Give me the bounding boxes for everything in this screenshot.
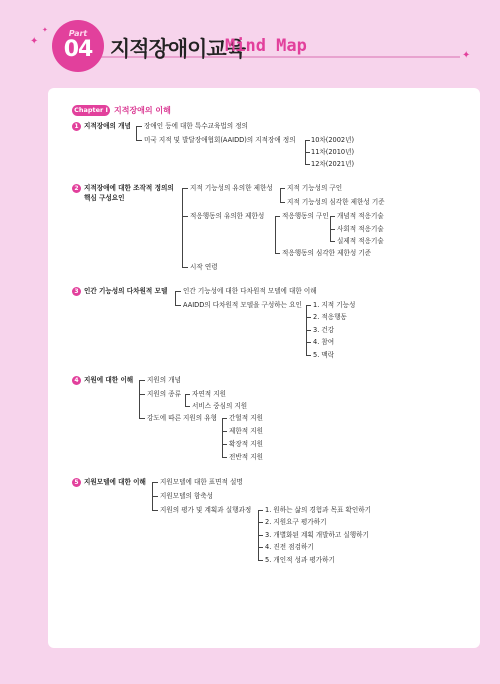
connector (175, 291, 181, 292)
mindmap-node: 지원의 종류 (147, 390, 181, 398)
connector (306, 342, 311, 343)
connector (306, 330, 311, 331)
page-subtitle: Mind Map (225, 36, 307, 56)
section-title: 지적장애의 개념 (84, 122, 131, 130)
connector (258, 535, 263, 536)
connector (136, 126, 137, 140)
connector (182, 188, 188, 189)
connector (305, 152, 310, 153)
connector (222, 444, 227, 445)
connector (139, 418, 145, 419)
connector (182, 188, 183, 267)
chapter-title: 지적장애의 이해 (114, 106, 171, 115)
page-title: 지적장애이교육 (110, 37, 246, 61)
mindmap-node: 1. 원하는 삶의 경험과 목표 확인하기 (265, 506, 371, 514)
mindmap-node: 간헐적 지원 (229, 414, 263, 422)
mindmap-node: 제한적 지원 (229, 427, 263, 435)
mindmap-node: 5. 개인적 성과 평가하기 (265, 556, 335, 564)
section-number: 1 (72, 122, 81, 131)
mindmap-node: 2. 지원요구 평가하기 (265, 518, 327, 526)
mindmap-node: 지적 기능성의 유의한 제한성 (190, 184, 273, 192)
mindmap-node: AAIDD의 다차원적 모델을 구성하는 요인 (183, 301, 302, 309)
section-number: 2 (72, 184, 81, 193)
mindmap-node: 12차(2021년) (311, 160, 355, 168)
mindmap-node: 적응행동의 심각한 제한성 기준 (282, 249, 372, 257)
mindmap-node: 인간 기능성에 대한 다차원적 모델에 대한 이해 (183, 287, 317, 295)
mindmap-node: 개념적 적응기술 (337, 212, 384, 220)
mindmap-node: 3. 개별화된 계획 개발하고 실행하기 (265, 531, 369, 539)
mindmap-node: 시작 연령 (190, 263, 218, 271)
connector (222, 418, 223, 457)
connector (139, 394, 145, 395)
connector (305, 140, 310, 141)
connector (275, 216, 276, 253)
section-title: 핵심 구성요인 (84, 194, 125, 202)
mindmap-node: 자연적 지원 (192, 390, 226, 398)
mindmap-node: 지원의 개념 (147, 376, 181, 384)
mindmap-node: 11차(2010년) (311, 148, 355, 156)
connector (185, 406, 190, 407)
section-number: 4 (72, 376, 81, 385)
connector (175, 291, 176, 305)
mindmap-node: 실제적 적응기술 (337, 237, 384, 245)
mindmap-node: 지적 기능성의 구인 (287, 184, 343, 192)
mindmap-node: 사회적 적응기술 (337, 225, 384, 233)
mindmap-node: 지원모델의 함축성 (160, 492, 214, 500)
mindmap-node: 지적 기능성의 심각한 제한성 기준 (287, 198, 385, 206)
mindmap-node: 4. 참여 (313, 338, 335, 346)
content-panel (48, 88, 480, 648)
mindmap-node: 적응행동의 구인 (282, 212, 329, 220)
part-number: 04 (63, 37, 93, 62)
connector (136, 140, 142, 141)
connector (258, 547, 263, 548)
connector (258, 510, 263, 511)
part-badge (52, 20, 104, 72)
connector (258, 560, 263, 561)
sparkle-icon: ✦ (462, 50, 471, 61)
connector (139, 380, 145, 381)
section-title: 인간 기능성의 다차원적 모델 (84, 287, 168, 295)
mindmap-node: 지원모델에 대한 표면적 설명 (160, 478, 243, 486)
mindmap-node: 전반적 지원 (229, 453, 263, 461)
mindmap-node: 미국 지적 및 발달장애협회(AAIDD)의 지적장애 정의 (144, 136, 296, 144)
connector (182, 216, 188, 217)
connector (280, 188, 285, 189)
connector (152, 496, 158, 497)
section-title: 지원에 대한 이해 (84, 376, 134, 384)
mindmap-node: 확장적 지원 (229, 440, 263, 448)
connector (275, 216, 280, 217)
connector (136, 126, 142, 127)
connector (258, 522, 263, 523)
page-header (0, 0, 500, 80)
connector (306, 355, 311, 356)
section-number: 5 (72, 478, 81, 487)
connector (182, 267, 188, 268)
connector (305, 164, 310, 165)
connector (330, 241, 335, 242)
mindmap-node: 3. 건강 (313, 326, 335, 334)
section-title: 지원모델에 대한 이해 (84, 478, 146, 486)
mindmap-node: 적응행동의 유의한 제한성 (190, 212, 265, 220)
mindmap-node: 4. 진전 점검하기 (265, 543, 314, 551)
mindmap-node: 2. 적응행동 (313, 313, 347, 321)
connector (152, 482, 158, 483)
connector (222, 457, 227, 458)
mindmap-node: 5. 맥락 (313, 351, 335, 359)
chapter-tag: Chapter I (72, 105, 110, 116)
connector (139, 380, 140, 418)
mindmap-node: 서비스 중심의 지원 (192, 402, 248, 410)
part-label: Part (68, 29, 88, 38)
sparkle-icon: ✦ (30, 36, 39, 47)
connector (185, 394, 190, 395)
section-title: 지적장애에 대한 조작적 정의의 (84, 184, 174, 192)
section-number: 3 (72, 287, 81, 296)
connector (185, 394, 186, 406)
connector (280, 202, 285, 203)
connector (306, 305, 311, 306)
mindmap-node: 강도에 따른 지원의 유형 (147, 414, 217, 422)
mindmap-node: 1. 지적 기능성 (313, 301, 356, 309)
connector (222, 418, 227, 419)
connector (152, 510, 158, 511)
connector (330, 229, 335, 230)
mindmap-node: 지원의 평가 및 계획과 실행과정 (160, 506, 252, 514)
mindmap-node: 장애인 등에 대한 특수교육법의 정의 (144, 122, 248, 130)
connector (306, 317, 311, 318)
connector (222, 431, 227, 432)
connector (280, 188, 281, 202)
connector (275, 253, 280, 254)
sparkle-icon: ✦ (42, 26, 48, 34)
connector (175, 305, 181, 306)
connector (330, 216, 335, 217)
mindmap-node: 10차(2002년) (311, 136, 355, 144)
